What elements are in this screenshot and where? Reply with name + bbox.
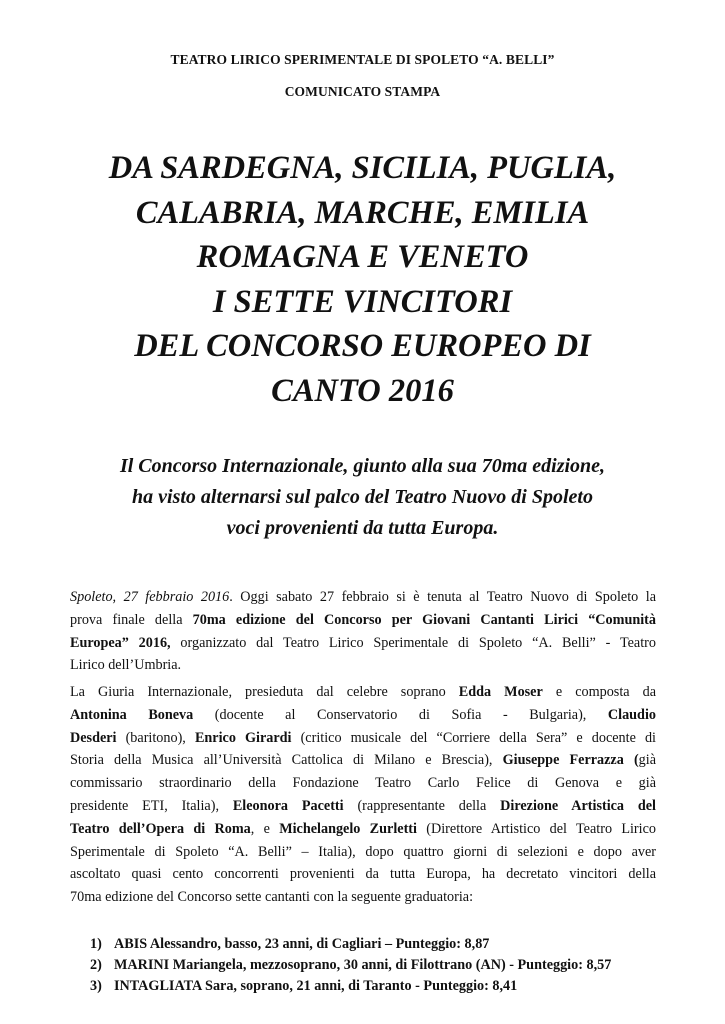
subheadline-line: voci provenienti da tutta Europa. [226, 517, 499, 539]
institution-name: Direzione Artistica del [500, 797, 656, 814]
paragraph-line: Storia della Musica all’Università Cattolica di Milano e Brescia), Giuseppe Ferrazza (già [70, 752, 657, 769]
winners-ranking-list [90, 934, 611, 997]
headline-line: ROMAGNA E VENETO [196, 239, 529, 275]
jury-member: Desderi [70, 729, 117, 746]
paragraph-line: 70ma edizione del Concorso sette cantanti con la seguente graduatoria: [70, 889, 474, 906]
headline-line: DA SARDEGNA, SICILIA, PUGLIA, [108, 150, 617, 186]
paragraph-line: commissario straordinario della Fondazione Teatro Carlo Felice di Genova e già [70, 775, 656, 792]
paragraph-line: Teatro dell’Opera di Roma, e Michelangelo Zurletti (Direttore Artistico del Teatro Lirico [70, 820, 656, 837]
rank-number: 1) [90, 936, 102, 952]
jury-member: Antonina Boneva [70, 706, 194, 723]
headline-line: CALABRIA, MARCHE, EMILIA [135, 194, 590, 231]
list-item [90, 976, 611, 997]
jury-member: Eleonora Pacetti [232, 797, 344, 814]
press-release-label: COMUNICATO STAMPA [284, 84, 441, 99]
list-item [90, 934, 611, 955]
paragraph-line: Desderi (baritono), Enrico Girardi (critico musicale del “Corriere della Sera” e docente di [70, 729, 656, 746]
jury-member: Claudio [607, 706, 656, 723]
paragraph-line: prova finale della 70ma edizione del Concorso per Giovani Cantanti Lirici “Comunità [70, 611, 656, 628]
subheadline-line: Il Concorso Internazionale, giunto alla sua 70ma edizione, [119, 455, 606, 477]
paragraph-line: La Giuria Internazionale, presieduta dal celebre soprano Edda Moser e composta da [70, 684, 657, 700]
theatre-header: TEATRO LIRICO SPERIMENTALE DI SPOLETO “A. BELLI” [170, 52, 555, 67]
paragraph-line: Antonina Boneva (docente al Conservatorio di Sofia - Bulgaria), Claudio [70, 706, 656, 723]
competition-name-end: Europea” 2016, [70, 634, 171, 651]
winner-entry: INTAGLIATA Sara, soprano, 21 anni, di Taranto - Punteggio: 8,41 [114, 978, 518, 994]
headline-line: DEL CONCORSO EUROPEO DI [134, 328, 591, 364]
subheadline [40, 451, 685, 544]
dateline: Spoleto, 27 febbraio 2016 [70, 589, 230, 605]
paragraph-line: Sperimentale di Spoleto “A. Belli” – Italia), dopo quattro giorni di selezioni e dopo aver [70, 843, 656, 860]
paragraph-line: Lirico dell’Umbria. [70, 657, 182, 674]
institution-name: Teatro dell’Opera di Roma [70, 820, 251, 837]
headline [40, 146, 685, 413]
jury-president: Edda Moser [458, 684, 543, 700]
rank-number: 2) [90, 957, 102, 973]
paragraph-line: Spoleto, 27 febbraio 2016. Oggi sabato 27 febbraio si è tenuta al Teatro Nuovo di Spoleto la [70, 589, 656, 605]
jury-member: Michelangelo Zurletti [279, 820, 417, 837]
paragraph-line: Europea” 2016, organizzato dal Teatro Lirico Sperimentale di Spoleto “A. Belli” - Teatro [70, 634, 656, 651]
paragraph-line: ascoltato quasi cento concorrenti provenienti da tutta Europa, ha decretato vincitori della [70, 866, 656, 883]
rank-number: 3) [90, 978, 102, 994]
subheadline-line: ha visto alternarsi sul palco del Teatro Nuovo di Spoleto [132, 486, 593, 508]
jury-member: Enrico Girardi [194, 729, 292, 746]
winner-entry: MARINI Mariangela, mezzosoprano, 30 anni, di Filottrano (AN) - Punteggio: 8,57 [114, 957, 612, 973]
winner-entry: ABIS Alessandro, basso, 23 anni, di Cagliari – Punteggio: 8,87 [114, 936, 490, 952]
headline-line: I SETTE VINCITORI [212, 283, 513, 320]
intro-paragraph [70, 586, 656, 677]
competition-name: 70ma edizione del Concorso per Giovani Cantanti Lirici “Comunità [192, 611, 656, 628]
jury-paragraph [70, 681, 656, 909]
list-item [90, 955, 611, 976]
paragraph-line: presidente ETI, Italia), Eleonora Pacetti (rappresentante della Direzione Artistica del [70, 797, 656, 814]
jury-member: Giuseppe Ferrazza ( [502, 752, 639, 769]
headline-line: CANTO 2016 [271, 372, 454, 409]
